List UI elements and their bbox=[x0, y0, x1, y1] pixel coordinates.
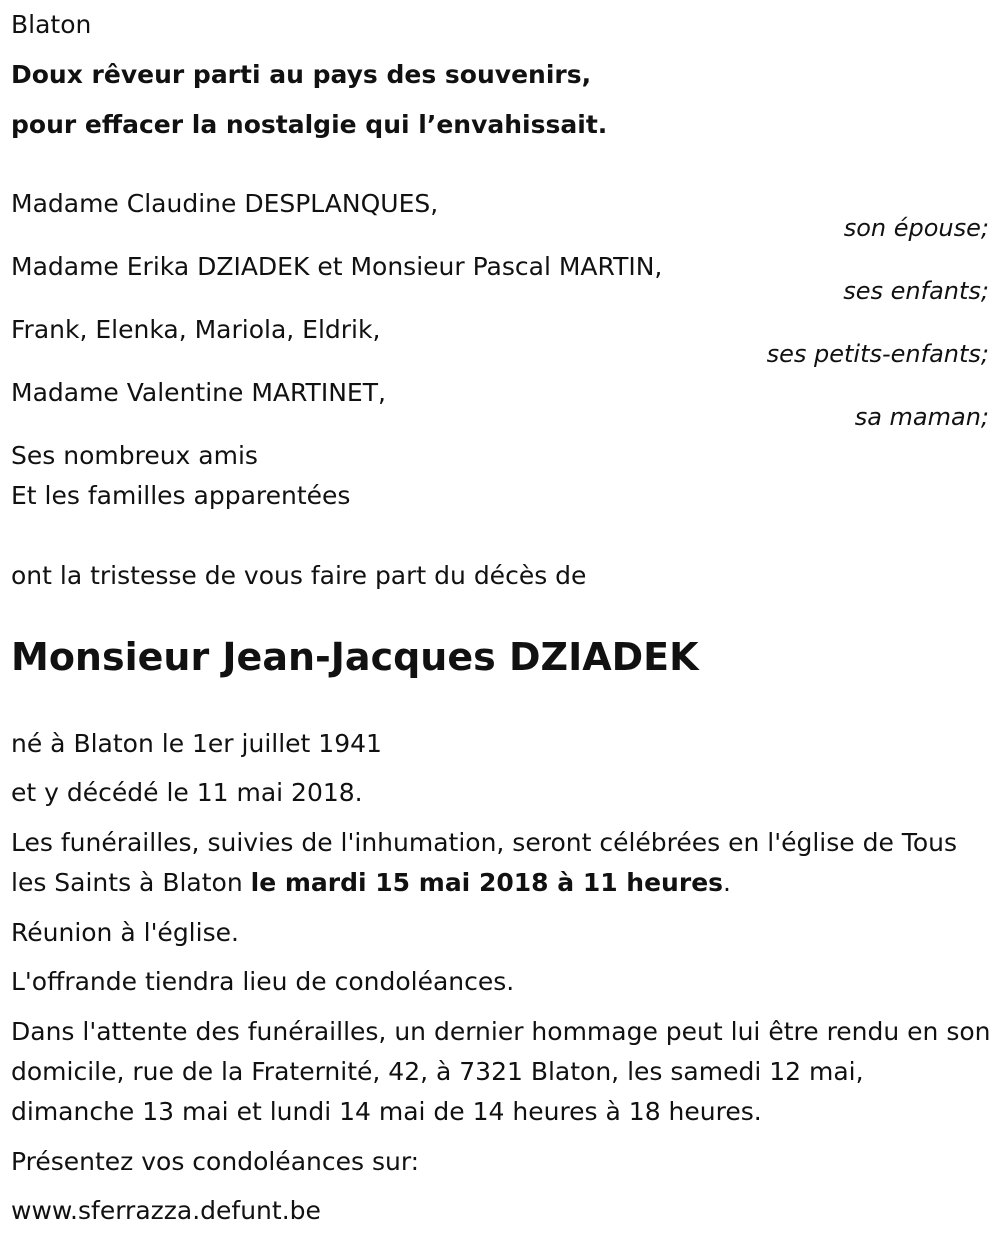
announcement: ont la tristesse de vous faire part du décès de bbox=[11, 561, 587, 590]
family-name-spouse: Madame Claudine DESPLANQUES, bbox=[11, 189, 439, 218]
place: Blaton bbox=[11, 10, 92, 39]
epitaph-line-2: pour effacer la nostalgie qui l’envahissait. bbox=[11, 110, 608, 139]
offering-line: L'offrande tiendra lieu de condoléances. bbox=[11, 967, 515, 996]
death-line: et y décédé le 11 mai 2018. bbox=[11, 778, 363, 807]
funeral-end: . bbox=[723, 868, 731, 897]
birth-line: né à Blaton le 1er juillet 1941 bbox=[11, 729, 382, 758]
family-name-mother: Madame Valentine MARTINET, bbox=[11, 378, 386, 407]
family-relation-mother: sa maman; bbox=[854, 403, 989, 431]
condolences-label: Présentez vos condoléances sur: bbox=[11, 1147, 420, 1176]
funeral-text: Les funérailles, suivies de l'inhumation, seront célébrées en l'église de Tous les Saints à Blaton bbox=[11, 828, 957, 897]
friends-line: Ses nombreux amis bbox=[11, 441, 258, 470]
homage-paragraph: Dans l'attente des funérailles, un dernier hommage peut lui être rendu en son domicile, rue de la Fraternité, 42, à 7321 Blaton, les samedi 12 mai, dimanche 13 mai et lundi 14 mai de 14 heures à 18 heures. bbox=[11, 1017, 991, 1126]
reunion-line: Réunion à l'église. bbox=[11, 918, 239, 947]
relatives-line: Et les familles apparentées bbox=[11, 481, 351, 510]
family-relation-spouse: son épouse; bbox=[843, 214, 989, 242]
family-relation-grandchildren: ses petits-enfants; bbox=[766, 340, 989, 368]
family-relation-children: ses enfants; bbox=[843, 277, 989, 305]
funeral-date: le mardi 15 mai 2018 à 11 heures bbox=[250, 868, 724, 897]
funeral-paragraph bbox=[11, 823, 991, 903]
family-name-grandchildren: Frank, Elenka, Mariola, Eldrik, bbox=[11, 315, 381, 344]
deceased-name: Monsieur Jean-Jacques DZIADEK bbox=[11, 635, 699, 679]
family-name-children: Madame Erika DZIADEK et Monsieur Pascal MARTIN, bbox=[11, 252, 663, 281]
website-link[interactable]: www.sferrazza.defunt.be bbox=[11, 1196, 321, 1225]
epitaph-line-1: Doux rêveur parti au pays des souvenirs, bbox=[11, 60, 592, 89]
